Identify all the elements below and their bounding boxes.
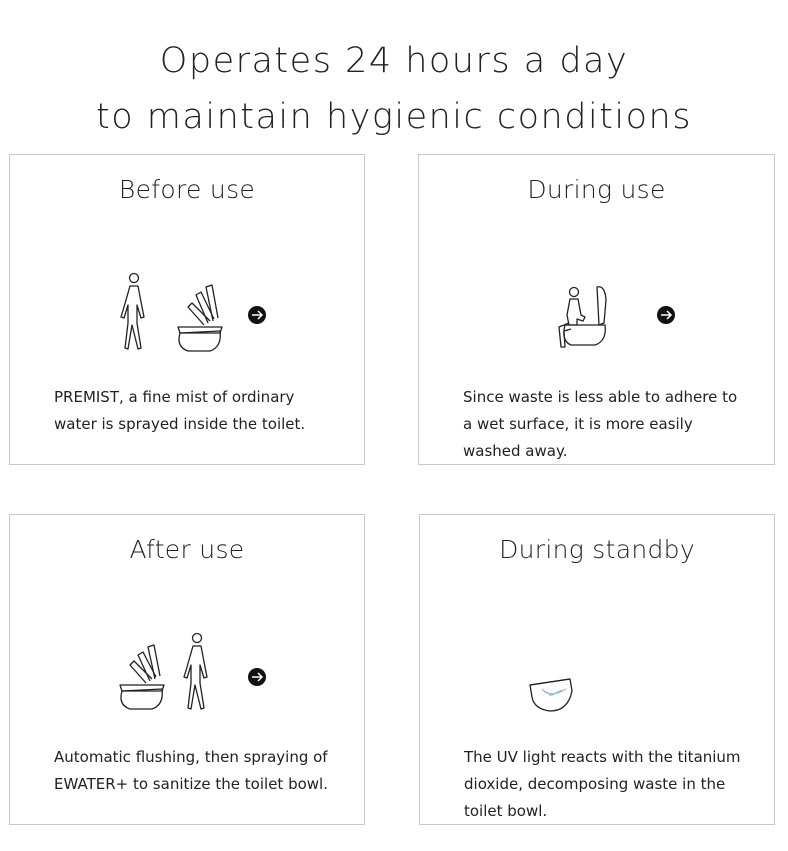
card-during-standby [419, 514, 775, 825]
person-seated-on-toilet-icon [559, 287, 606, 347]
page-title-line-2: to maintain hygienic conditions [96, 97, 692, 137]
person-standing-icon [121, 274, 144, 350]
card-before-use [9, 154, 365, 465]
card-description: The UV light reacts with the titanium dioxide, decomposing waste in the toilet bowl. [464, 748, 741, 820]
toilet-lid-open-icon [120, 645, 164, 709]
card-title: During standby [499, 535, 695, 564]
card-title: After use [129, 535, 245, 564]
arrow-right-icon [248, 306, 266, 324]
arrow-right-icon [657, 306, 675, 324]
card-title: During use [527, 175, 666, 204]
arrow-right-icon [248, 668, 266, 686]
toilet-bowl-uv-icon [530, 679, 572, 711]
card-description: PREMIST, a fine mist of ordinary water is sprayed inside the toilet. [54, 388, 306, 433]
person-standing-icon [184, 634, 207, 710]
card-description: Automatic flushing, then spraying of EWATER+ to sanitize the toilet bowl. [54, 748, 328, 793]
page-title-line-1: Operates 24 hours a day [159, 41, 629, 81]
card-description: Since waste is less able to adhere to a wet surface, it is more easily washed away. [463, 388, 738, 460]
card-after-use [9, 514, 365, 825]
card-during-use [418, 154, 775, 465]
toilet-lid-open-icon [178, 285, 222, 351]
card-title: Before use [118, 175, 256, 204]
